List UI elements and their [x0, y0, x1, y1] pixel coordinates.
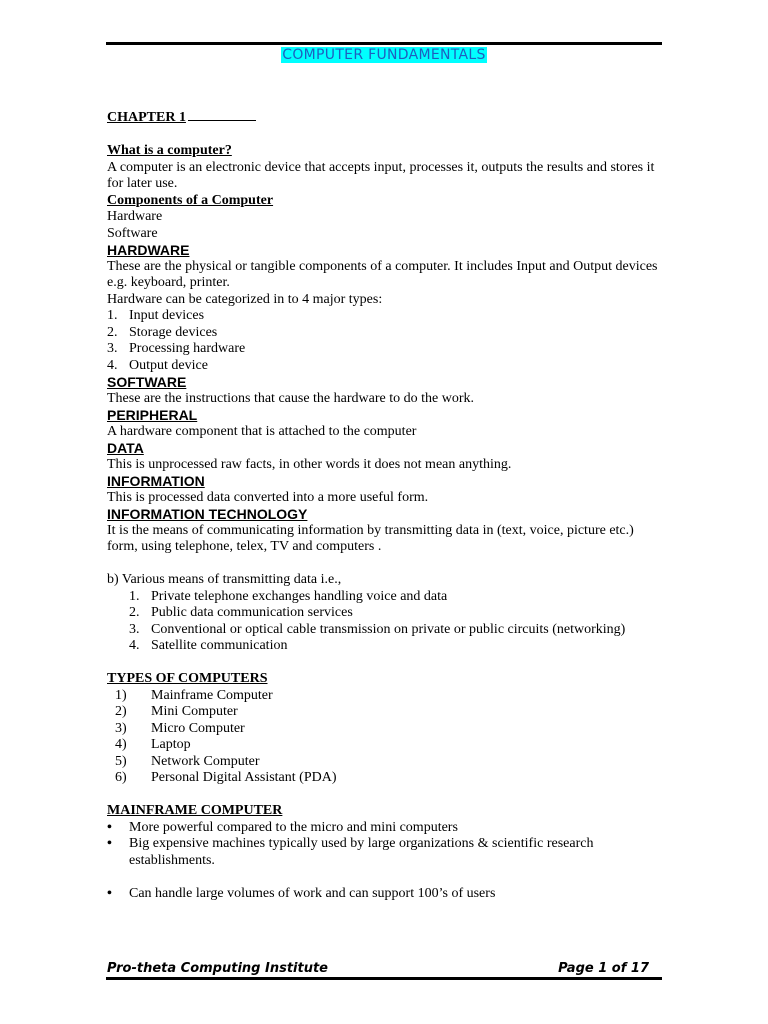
list-item: 4. Satellite communication	[129, 638, 288, 653]
list-item: 3. Processing hardware	[107, 341, 246, 356]
components-heading: Components of a Computer	[107, 192, 274, 208]
list-item: 1. Private telephone exchanges handling voice and data	[129, 588, 448, 604]
peripheral-text: A hardware component that is attached to the computer	[107, 423, 417, 439]
hardware-list	[107, 308, 662, 374]
what-is-text: A computer is an electronic device that accepts input, processes it, outputs the results and stores it for later use.	[107, 159, 655, 191]
components-item: Hardware	[107, 209, 163, 224]
document-body	[107, 108, 662, 902]
header-rule	[106, 42, 662, 45]
bullet-icon: •	[107, 819, 112, 835]
list-item: 4) Laptop	[115, 737, 191, 752]
list-item: 2) Mini Computer	[115, 704, 238, 719]
data-heading: DATA	[107, 440, 144, 456]
list-item: 5) Network Computer	[115, 753, 260, 769]
it-means-intro: b) Various means of transmitting data i.e.,	[107, 572, 342, 587]
it-text: It is the means of communicating information by transmitting data in (text, voice, picture etc.) form, using telephone, telex, TV and computers .	[107, 522, 634, 554]
transmission-means-list	[107, 589, 662, 655]
information-heading: INFORMATION	[107, 473, 205, 489]
mainframe-heading: MAINFRAME COMPUTER	[107, 803, 283, 818]
mainframe-bullets-continued	[107, 886, 662, 903]
list-item: 6) Personal Digital Assistant (PDA)	[115, 770, 337, 785]
list-item: 1. Input devices	[107, 308, 205, 323]
software-text: These are the instructions that cause the hardware to do the work.	[107, 390, 474, 406]
page-number: Page 1 of 17	[558, 961, 649, 976]
hardware-heading: HARDWARE	[107, 242, 190, 258]
what-is-heading: What is a computer?	[107, 143, 232, 158]
document-title: COMPUTER FUNDAMENTALS	[282, 47, 486, 63]
list-item: 3) Micro Computer	[115, 720, 245, 736]
it-heading: INFORMATION TECHNOLOGY	[107, 506, 308, 522]
chapter-heading: CHAPTER 1	[107, 108, 662, 127]
list-item: 4. Output device	[107, 357, 208, 373]
bullet-icon: •	[107, 836, 112, 851]
list-item: 2. Public data communication services	[129, 605, 353, 620]
information-text: This is processed data converted into a more useful form.	[107, 489, 429, 505]
software-heading: SOFTWARE	[107, 374, 187, 390]
list-item: • Big expensive machines typically used by large organizations & scientific research establishments.	[107, 836, 594, 868]
list-item: • Can handle large volumes of work and can support 100’s of users	[107, 885, 496, 901]
list-item: 3. Conventional or optical cable transmission on private or public circuits (networking)	[129, 621, 626, 637]
mainframe-bullets	[107, 820, 662, 870]
types-heading: TYPES OF COMPUTERS	[107, 671, 268, 686]
footer-institute: Pro-theta Computing Institute	[107, 961, 328, 976]
list-item: 2. Storage devices	[107, 324, 218, 340]
footer-rule	[106, 977, 662, 980]
peripheral-heading: PERIPHERAL	[107, 407, 198, 423]
list-item: • More powerful compared to the micro and mini computers	[107, 819, 458, 835]
hardware-text: These are the physical or tangible components of a computer. It includes Input and Output devices e.g. keyboard, printer.	[107, 258, 658, 290]
bullet-icon: •	[107, 885, 112, 901]
computer-types-list	[107, 688, 662, 787]
data-text: This is unprocessed raw facts, in other words it does not mean anything.	[107, 456, 512, 472]
components-item: Software	[107, 225, 158, 241]
hardware-intro: Hardware can be categorized in to 4 major types:	[107, 291, 383, 307]
list-item: 1) Mainframe Computer	[115, 687, 273, 703]
